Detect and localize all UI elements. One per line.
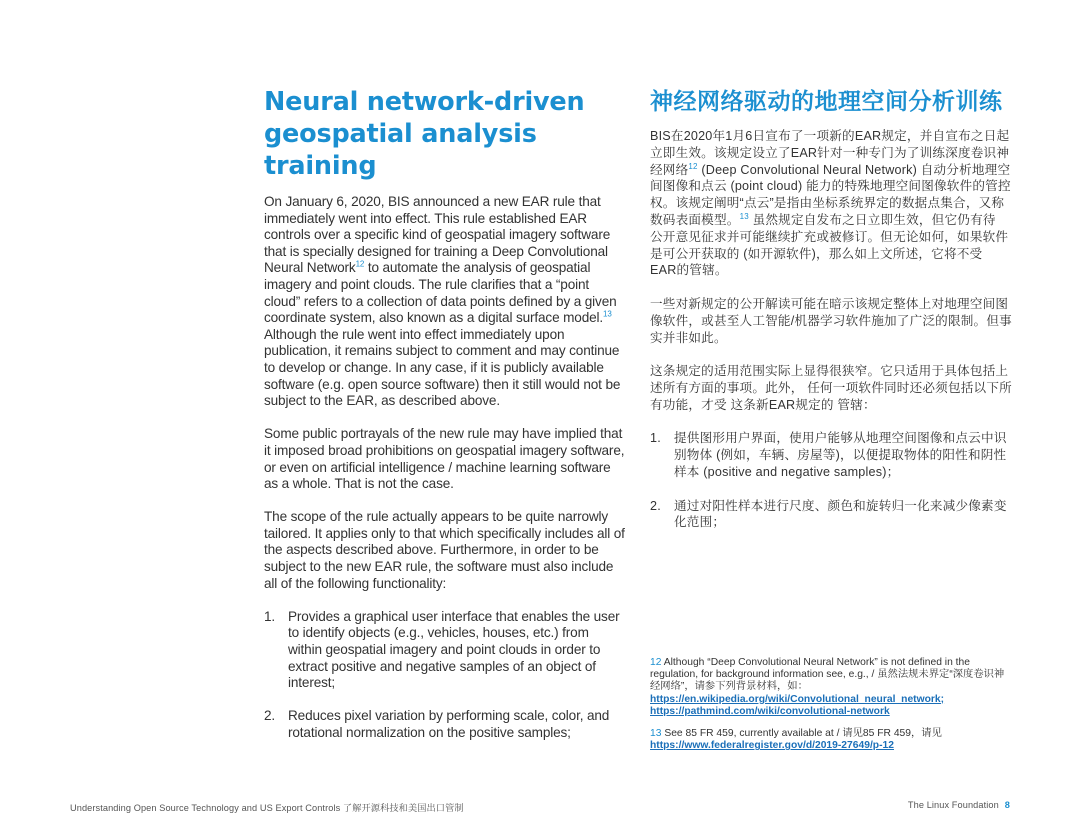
chinese-list — [650, 430, 1012, 531]
chinese-column — [650, 86, 1012, 548]
list-item-text: 通过对阳性样本进行尺度、颜色和旋转归一化来减少像素变化范围； — [674, 498, 1007, 530]
footnote-ref-13[interactable]: 13 — [603, 309, 612, 319]
footnote-ref-12[interactable]: 12 — [355, 259, 365, 269]
list-item-text: Reduces pixel variation by performing scale, color, and rotational normalization on the positive samples; — [288, 708, 610, 740]
page-number: 8 — [1004, 800, 1010, 810]
list-item-text: 提供图形用户界面，使用户能够从地理空间图像和点云中识别物体 (例如，车辆、房屋等)，以便提取物体的阳性和阴性样本 (positive and negative samples)； — [674, 431, 1007, 479]
chinese-heading: 神经网络驱动的地理空间分析训练 — [650, 89, 1003, 115]
list-item-text: Provides a graphical user interface that enables the user to identify objects (e.g., vehicles, houses, etc.) from within geospatial imagery and point clouds in order to extract positive and negative samples of an object of interest; — [288, 608, 620, 691]
english-list — [264, 609, 626, 742]
footnote-text: See 85 FR 459, currently available at / 请见85 FR 459，请见 — [661, 728, 942, 740]
english-paragraph-3: The scope of the rule actually appears to be quite narrowly tailored. It applies only to that which specifically includes all of the aspects described above. Furthermore, in order to be subject to the new EAR rule, the software must also include all of the following functionality: — [264, 509, 625, 591]
footnote-ref-13[interactable]: 13 — [739, 211, 749, 221]
chinese-paragraph-3: 这条规定的适用范围实际上显得很狭窄。它只适用于具体包括上述所有方面的事项。此外， 任何一项软件同时还必须包括以下所有功能，才受 这条新EAR规定的 管辖： — [650, 364, 1012, 412]
list-item — [264, 708, 626, 741]
list-number: 2. — [650, 498, 661, 513]
chinese-paragraph-1: BIS在2020年1月6日宣布了一项新的EAR规定，并自宣布之日起立即生效。该规定设立了EAR针对一种专门为了训练深度卷识神经网络$^{12}$ (Deep Convolutional Neural Network) 自动分析地理空间图像和点云 (point cloud) 能力的特殊地理空间图像软件的管控权。该规定阐明“点云”是指由坐标系统界定的数据点集合，又称数码表面模型。$^{13}$ 虽然规定自发布之日立即生效，但它仍有待 公开意见征求并可能继续扩充或被修订。但无论如何，如果软件是可公开获取的 (如开源软件)，那么如上文所述，它将不受 EAR的管辖。 — [650, 129, 1011, 278]
footnote-text: Although “Deep Convolutional Neural Network” is not defined in the regulation, for background information see, e.g., / 虽然法规未界定“深度卷识神经网络”，请参下列背景材料，如： — [650, 657, 1005, 693]
footer-publisher-name: The Linux Foundation — [907, 800, 999, 810]
footnote-number: 12 — [650, 657, 662, 668]
list-item — [264, 609, 626, 692]
footnote-number: 13 — [650, 728, 662, 740]
footnote-link[interactable]: https://en.wikipedia.org/wiki/Convolutional_neural_network; https://pathmind.com/wiki/convolutional-network — [650, 693, 945, 717]
footnote-12 — [650, 657, 1012, 718]
english-body — [264, 194, 626, 742]
footer-publisher — [908, 800, 1010, 810]
footnotes — [650, 657, 1012, 762]
list-number: 1. — [264, 608, 276, 624]
footnote-ref-12[interactable]: 12 — [688, 161, 698, 171]
chinese-paragraph-2: 一些对新规定的公开解读可能在暗示该规定整体上对地理空间图像软件，或甚至人工智能/机器学习软件施加了广泛的限制。但事实并非如此。 — [650, 296, 1012, 345]
footnote-13 — [650, 728, 1012, 752]
list-item — [650, 498, 1012, 532]
english-heading: Neural network-driven geospatial analysis training — [264, 87, 585, 181]
list-number: 2. — [264, 708, 276, 724]
english-column — [264, 86, 626, 758]
list-number: 1. — [650, 431, 661, 446]
english-paragraph-2: Some public portrayals of the new rule may have implied that it imposed broad prohibitions on geospatial imagery software, or even on artificial intelligence / machine learning software as a whole. That is not the case. — [264, 426, 625, 492]
footer-document-title: Understanding Open Source Technology and US Export Controls 了解开源科技和美国出口管制 — [70, 803, 464, 813]
english-paragraph-1: On January 6, 2020, BIS announced a new EAR rule that immediately went into effect. This rule established EAR controls over a specific kind of geospatial imagery software that is specially designed for training a Deep Convolutional Neural Network$^{12}$ to automate the analysis of geospatial imagery and point clouds. The rule clarifies that a “point cloud” refers to a collection of data points defined by a given coordinate system, also known as a digital surface model.$^{13}$ Although the rule went into effect immediately upon publication, it remains subject to comment and may continue to develop or change. In any case, if it is publicly available software (e.g. open source software) then it still would not be subject to the EAR, as described above. — [264, 194, 621, 409]
list-item — [650, 430, 1012, 480]
footnote-link[interactable]: https://www.federalregister.gov/d/2019-27649/p-12 — [650, 740, 894, 752]
chinese-body — [650, 128, 1012, 531]
